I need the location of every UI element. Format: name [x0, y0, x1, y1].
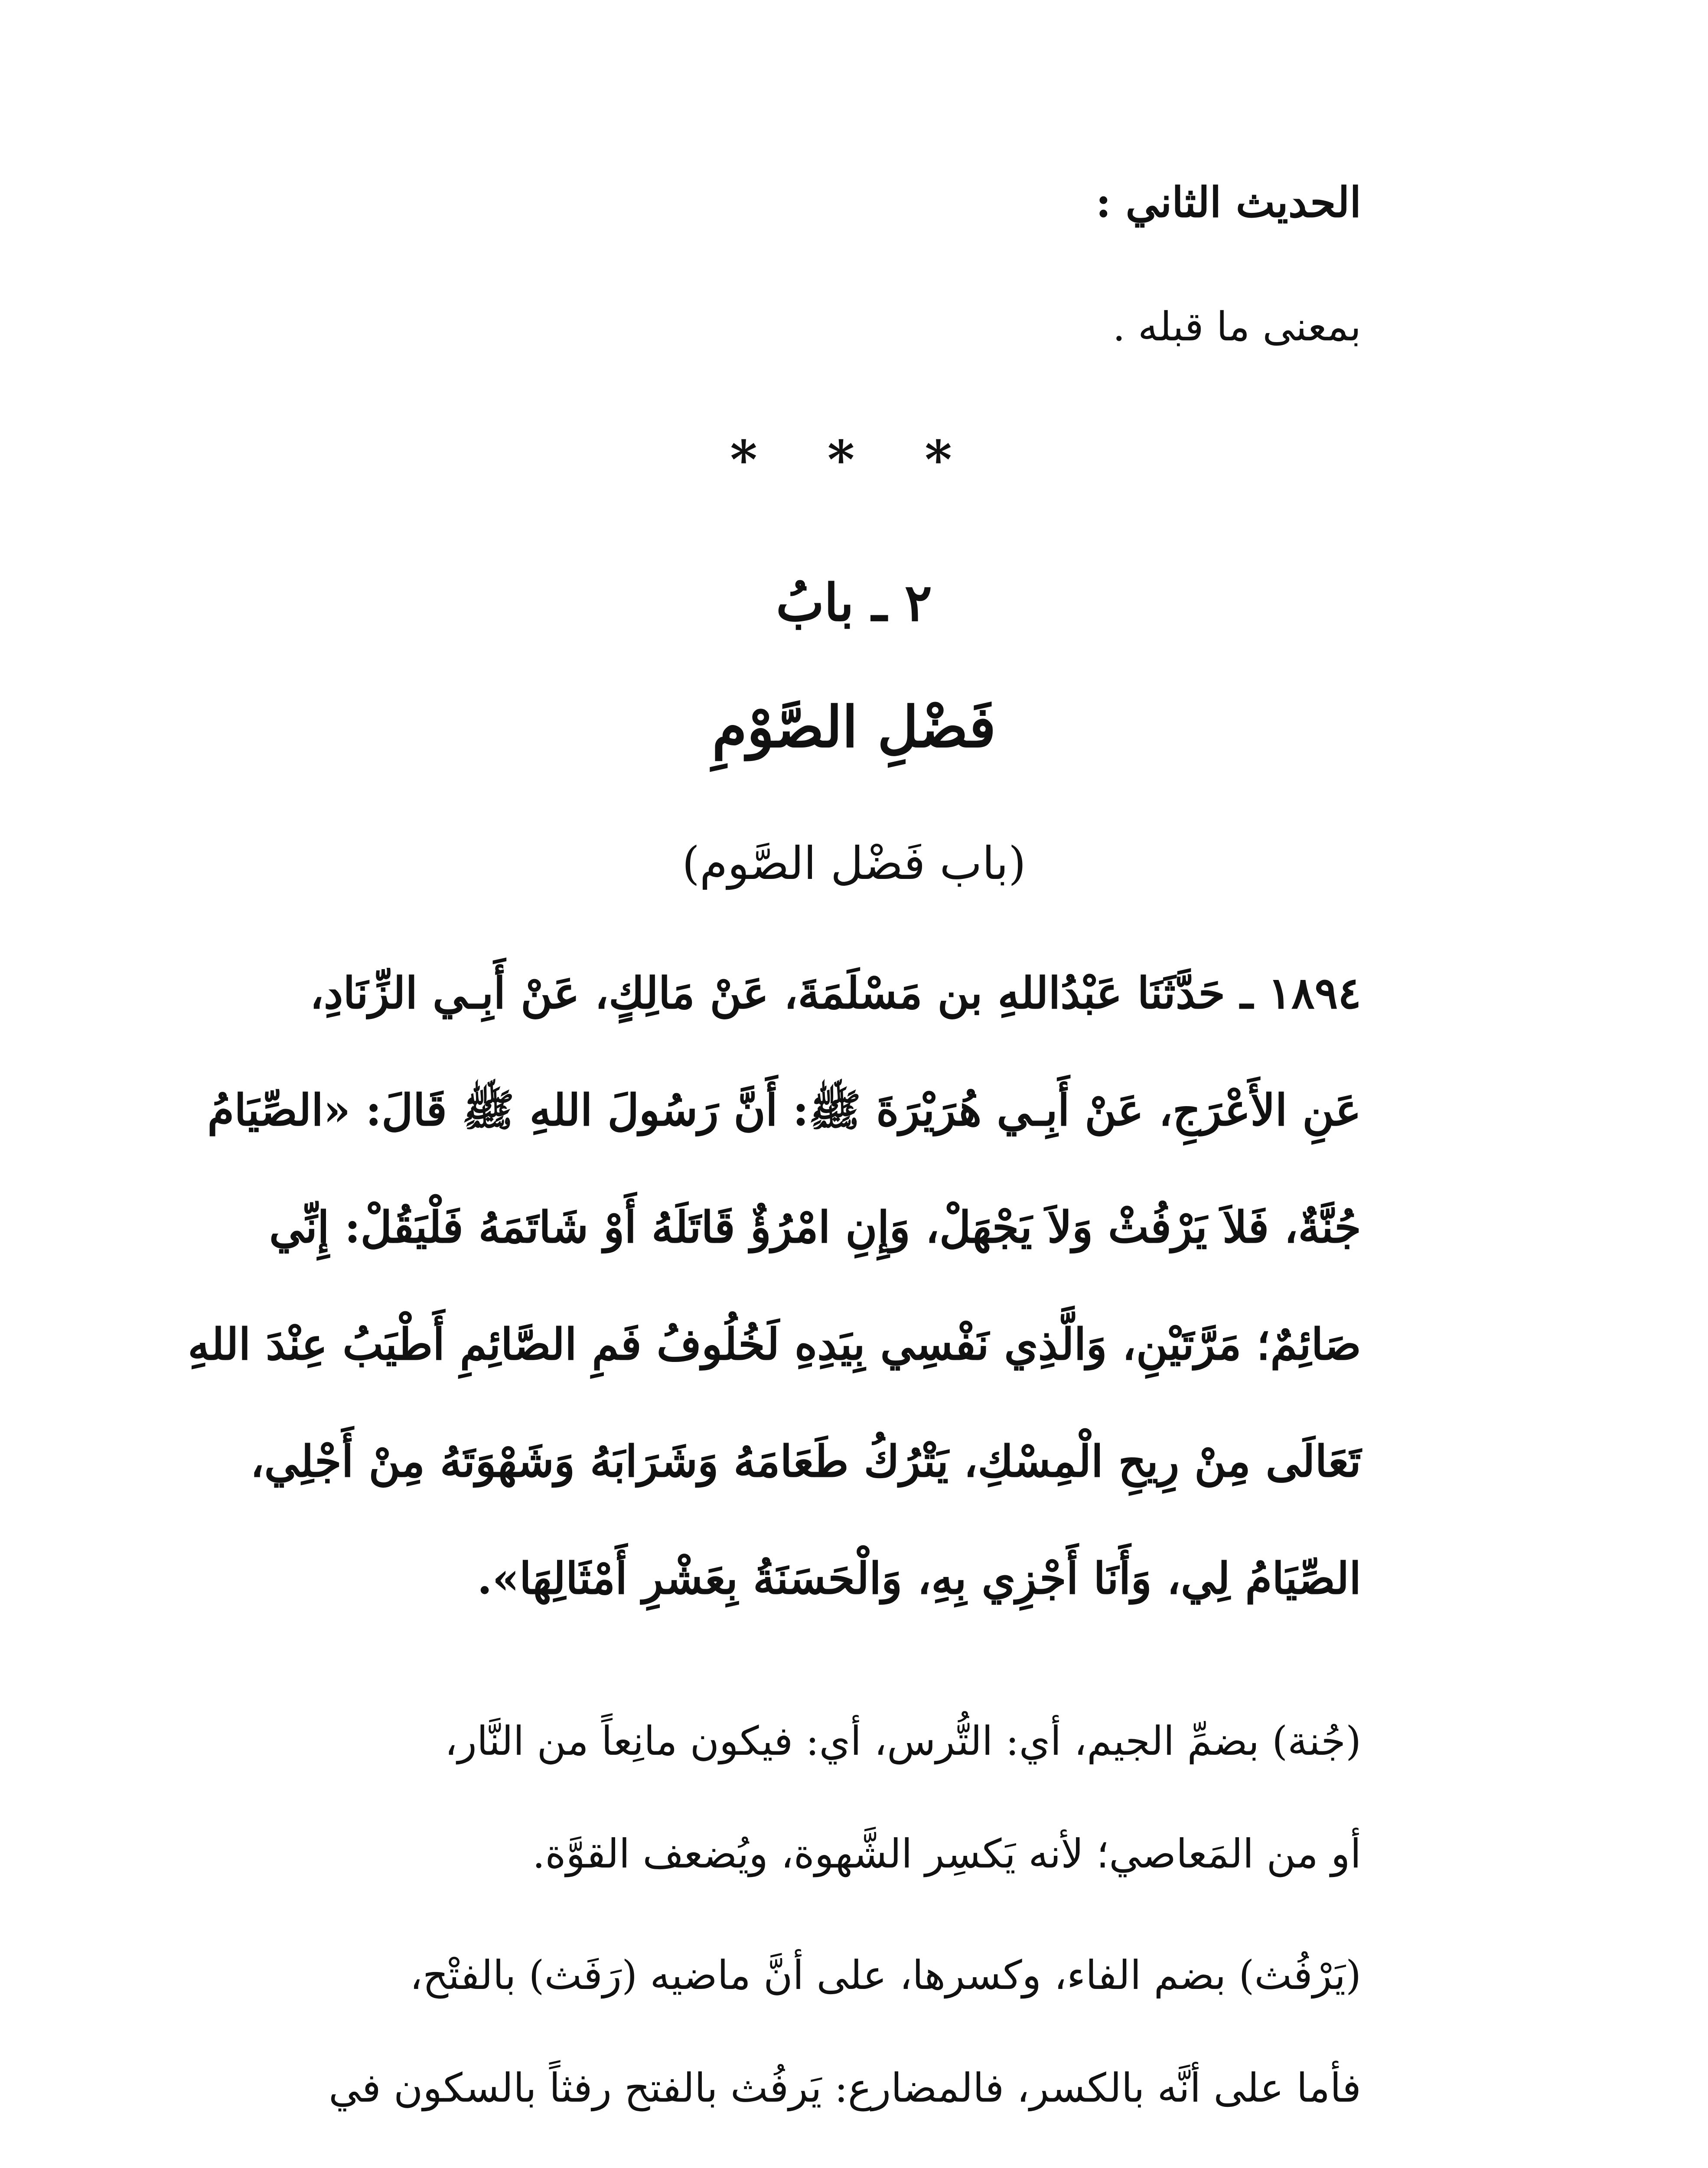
hadith-line: ١٨٩٤ ـ حَدَّثَنَا عَبْدُاللهِ بن مَسْلَمَةَ، عَنْ مَالِكٍ، عَنْ أَبِـي الزِّنَادِ،	[310, 967, 1361, 1019]
chapter-number: ٢ ـ بابُ	[776, 572, 932, 633]
commentary-line: (جُنة) بضمِّ الجيم، أي: التُّرس، أي: فيكون مانِعاً من النَّار،	[444, 1718, 1361, 1764]
hadith-line: عَنِ الأَعْرَجِ، عَنْ أَبِـي هُرَيْرَةَ ﷺ: أَنَّ رَسُولَ اللهِ ﷺ قَالَ: «الصِّيَامُ	[207, 1084, 1361, 1136]
commentary-line: (يَرْفُث) بضم الفاء، وكسرها، على أنَّ ماضيه (رَفَث) بالفتْح،	[410, 1952, 1361, 1998]
section-separator: * * *	[730, 429, 978, 490]
hadith-line: تَعَالَى مِنْ رِيحِ الْمِسْكِ، يَتْرُكُ طَعَامَهُ وَشَرَابَهُ وَشَهْوَتَهُ مِنْ أَجْلِي،	[250, 1436, 1361, 1487]
section-text: بمعنى ما قبله .	[1112, 304, 1361, 350]
commentary-line: أو من المَعاصي؛ لأنه يَكسِر الشَّهوة، ويُضعف القوَّة.	[532, 1831, 1361, 1877]
chapter-subtitle: (باب فَضْل الصَّوم)	[682, 837, 1026, 890]
commentary-text	[173, 1718, 1361, 2168]
hadith-line: الصِّيَامُ لِي، وَأَنَا أَجْزِي بِهِ، وَالْحَسَنَةُ بِعَشْرِ أَمْثَالِهَا».	[477, 1553, 1361, 1604]
chapter-title: فَضْلِ الصَّوْمِ	[712, 694, 996, 760]
hadith-line: جُنَّةٌ، فَلاَ يَرْفُثْ وَلاَ يَجْهَلْ، وَإِنِ امْرُؤٌ قَاتَلَهُ أَوْ شَاتَمَهُ فَلْيَقُلْ: إِنِّي	[269, 1202, 1361, 1253]
section-heading: الحديث الثاني :	[1095, 178, 1361, 227]
hadith-text	[173, 967, 1361, 1622]
commentary-line: فأما على أنَّه بالكسر، فالمضارع: يَرفُث بالفتح رفثاً بالسكون في	[329, 2065, 1361, 2111]
hadith-line: صَائِمٌ؛ مَرَّتَيْنِ، وَالَّذِي نَفْسِي بِيَدِهِ لَخُلُوفُ فَمِ الصَّائِمِ أَطْيَبُ عِنْدَ اللهِ	[188, 1319, 1361, 1370]
